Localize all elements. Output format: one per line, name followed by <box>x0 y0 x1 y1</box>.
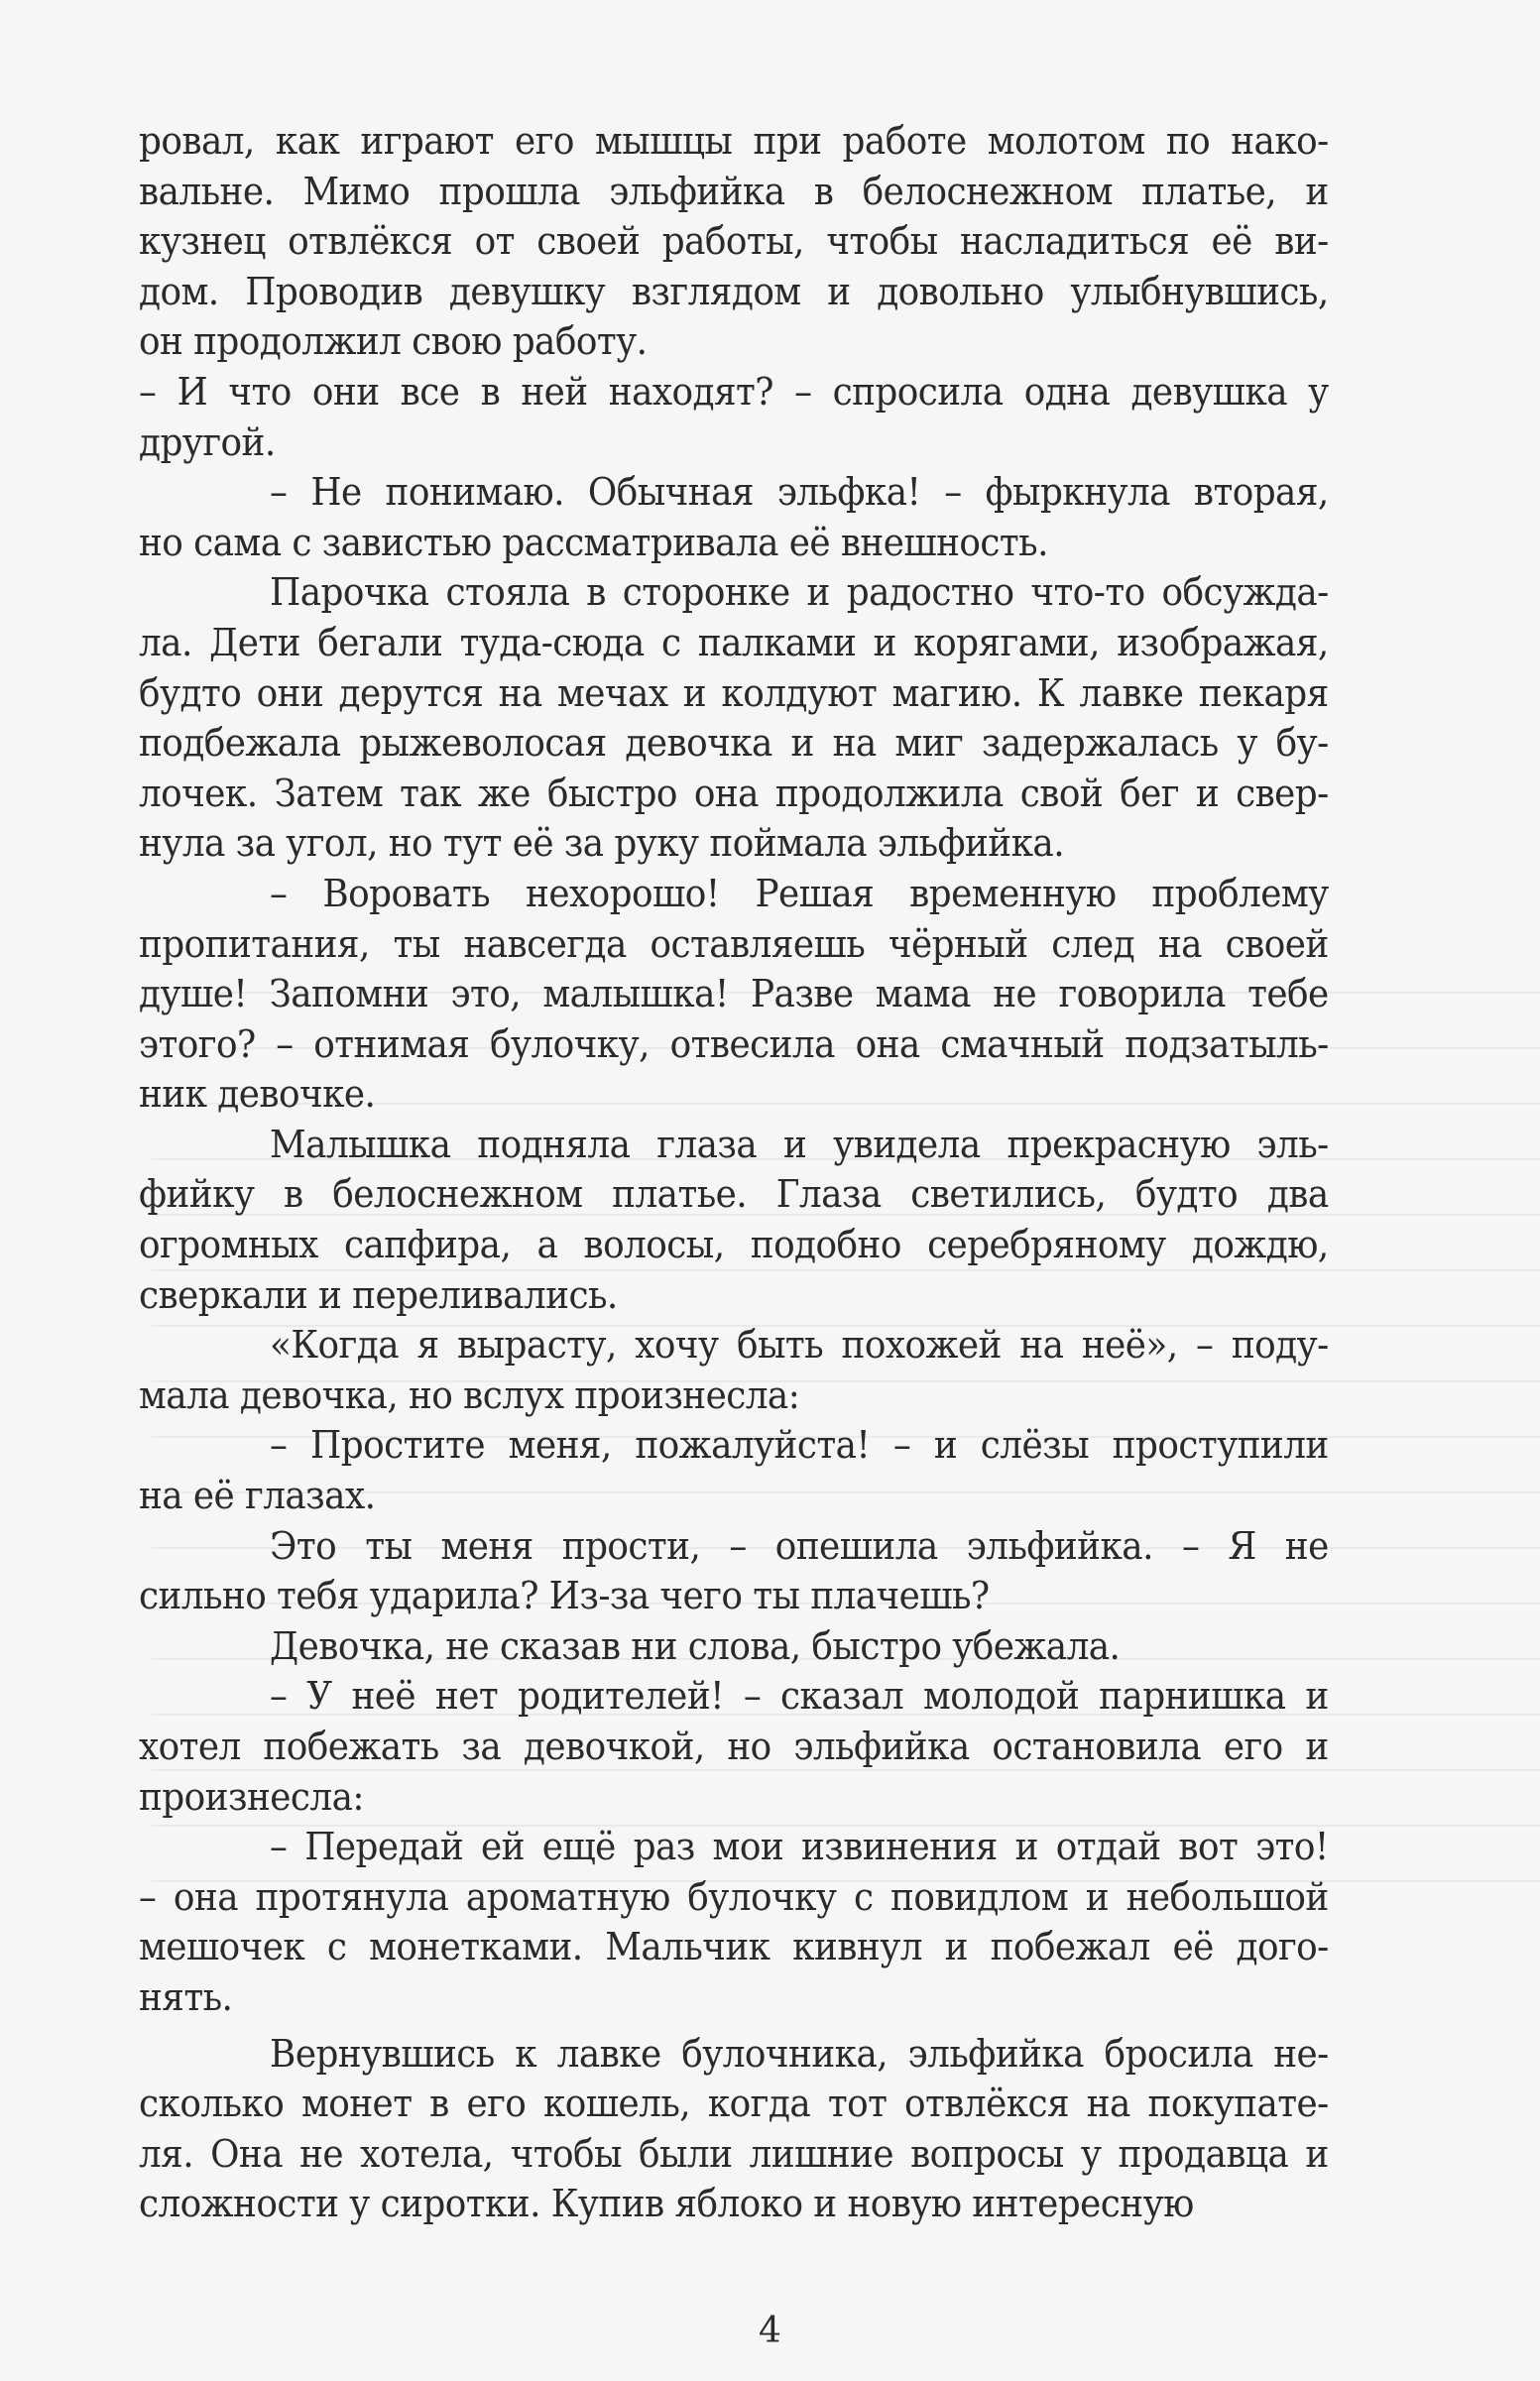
text-line: сложности у сиротки. Купив яблоко и новую интересную <box>139 2182 1194 2227</box>
text-line: другой. <box>139 419 276 465</box>
text-line: но сама с завистью рассматривала её внешность. <box>139 520 1048 565</box>
page-body <box>139 117 1418 2230</box>
text-line: сверкали и переливались. <box>139 1272 618 1318</box>
text-line: ля. Она не хотела, чтобы были лишние вопросы у продавца и <box>139 2131 1329 2177</box>
text-line: сильно тебя ударила? Из-за чего ты плачешь? <box>139 1574 990 1619</box>
text-line: хотел побежать за девочкой, но эльфийка остановила его и <box>139 1725 1329 1769</box>
text-line: мала девочка, но вслух произнесла: <box>139 1372 800 1418</box>
text-line: Парочка стояла в сторонке и радостно что-то обсужда- <box>270 570 1329 616</box>
text-line: сколько монет в его кошель, когда тот отвлёкся на покупате- <box>139 2082 1329 2127</box>
text-line: – Воровать нехорошо! Решая временную проблему <box>270 871 1329 916</box>
text-line: душе! Запомни это, малышка! Разве мама не говорила тебе <box>139 972 1329 1017</box>
text-line: произнесла: <box>139 1774 364 1820</box>
text-line: – она протянула ароматную булочку с повидлом и небольшой <box>139 1874 1329 1920</box>
text-line: – У неё нет родителей! – сказал молодой парнишка и <box>270 1674 1329 1720</box>
text-line: будто они дерутся на мечах и колдуют магию. К лавке пекаря <box>139 670 1329 716</box>
text-line: Это ты меня прости, – опешила эльфийка. – Я не <box>270 1523 1329 1569</box>
text-line: мешочек с монетками. Мальчик кивнул и побежал её дого- <box>139 1925 1329 1970</box>
text-line: ровал, как играют его мышцы при работе молотом по нако- <box>139 119 1329 164</box>
text-line: нула за угол, но тут её за руку поймала эльфийка. <box>139 821 1065 867</box>
text-line: – Простите меня, пожалуйста! – и слёзы проступили <box>270 1423 1329 1469</box>
text-line: кузнец отвлёкся от своей работы, чтобы насладиться её ви- <box>139 219 1329 265</box>
text-line: огромных сапфира, а волосы, подобно серебряному дождю, <box>139 1223 1329 1268</box>
text-line: Девочка, не сказав ни слова, быстро убежала. <box>270 1623 1121 1669</box>
page-number: 4 <box>759 2311 781 2351</box>
text-line: на её глазах. <box>139 1474 376 1519</box>
text-line: пропитания, ты навсегда оставляешь чёрный след на своей <box>139 921 1329 967</box>
text-line: ник девочке. <box>139 1072 376 1118</box>
text-line: – Передай ей ещё раз мои извинения и отдай вот это! <box>270 1825 1329 1870</box>
text-line: Малышка подняла глаза и увидела прекрасную эль- <box>270 1122 1329 1167</box>
text-line: вальне. Мимо прошла эльфийка в белоснежном платье, и <box>139 169 1329 214</box>
text-line: «Когда я вырасту, хочу быть похожей на неё», – поду- <box>270 1323 1329 1369</box>
text-line: этого? – отнимая булочку, отвесила она смачный подзатыль- <box>139 1021 1329 1067</box>
text-line: нять. <box>139 1974 233 2020</box>
text-line: – И что они все в ней находят? – спросила одна девушка у <box>139 369 1329 415</box>
text-line: лочек. Затем так же быстро она продолжила свой бег и свер- <box>139 771 1329 816</box>
text-line: – Не понимаю. Обычная эльфка! – фыркнула вторая, <box>270 470 1329 516</box>
text-line: Вернувшись к лавке булочника, эльфийка бросила не- <box>270 2031 1329 2077</box>
text-line: ла. Дети бегали туда-сюда с палками и корягами, изображая, <box>139 620 1329 665</box>
text-line: он продолжил свою работу. <box>139 319 648 365</box>
text-line: дом. Проводив девушку взглядом и довольно улыбнувшись, <box>139 269 1329 314</box>
text-line: фийку в белоснежном платье. Глаза светились, будто два <box>139 1172 1329 1218</box>
text-line: подбежала рыжеволосая девочка и на миг задержалась у бу- <box>139 721 1329 767</box>
